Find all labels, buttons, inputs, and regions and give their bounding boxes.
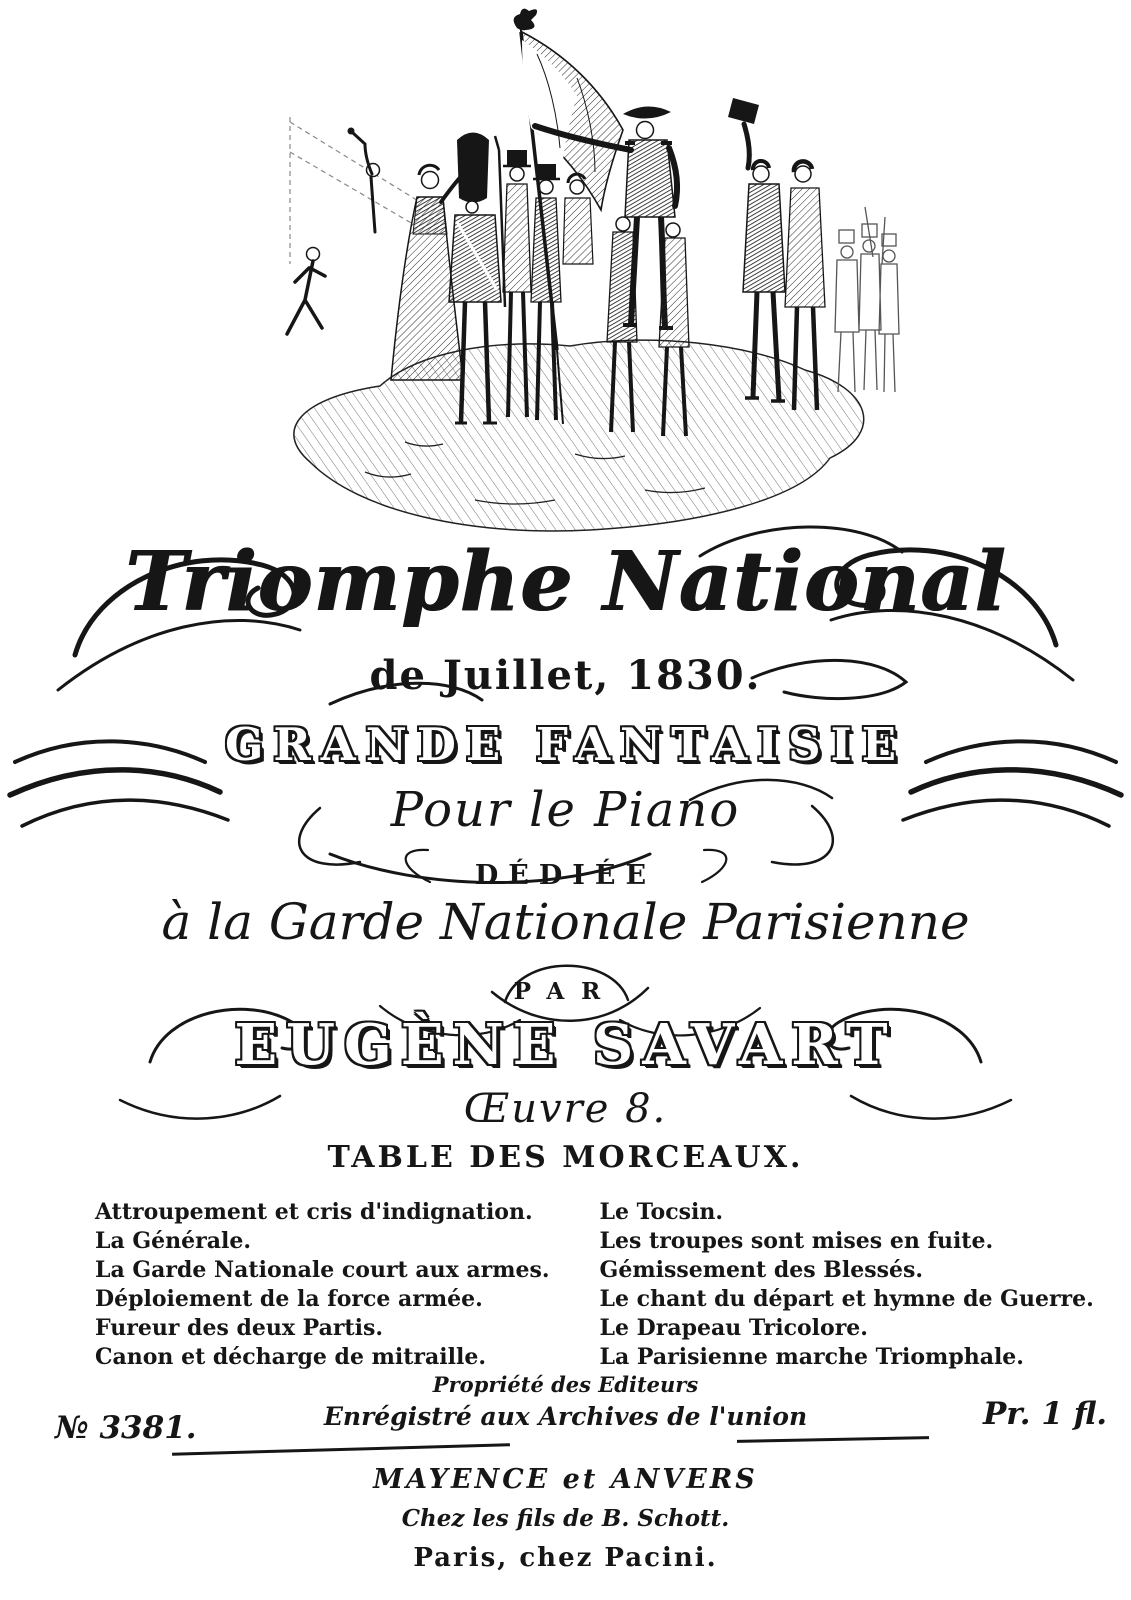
- left-rule: [172, 1443, 510, 1455]
- piece-item: Le chant du départ et hymne de Guerre.: [599, 1286, 1094, 1312]
- genre-line: GRANDE FANTAISIE: [224, 718, 907, 771]
- right-rule: [737, 1436, 929, 1443]
- crowd-engraving-illustration: [225, 2, 905, 537]
- property-notice: Propriété des Editeurs: [432, 1372, 699, 1397]
- piece-item: Les troupes sont mises en fuite.: [599, 1228, 994, 1254]
- piece-item: La Garde Nationale court aux armes.: [95, 1257, 550, 1283]
- registration-notice: Enrégistré aux Archives de l'union: [323, 1402, 808, 1431]
- page-subtitle: de Juillet, 1830.: [369, 652, 762, 699]
- piece-item: Le Tocsin.: [599, 1199, 723, 1225]
- piece-item: Attroupement et cris d'indignation.: [95, 1199, 533, 1225]
- table-of-pieces-heading: TABLE DES MORCEAUX.: [327, 1140, 804, 1175]
- publisher-name: Chez les fils de B. Schott.: [401, 1505, 730, 1532]
- table-of-pieces: [95, 1198, 1094, 1372]
- pieces-column-left: [95, 1198, 550, 1372]
- piece-item: Déploiement de la force armée.: [95, 1286, 483, 1312]
- plate-number: № 3381.: [55, 1410, 197, 1446]
- paris-agent: Paris, chez Pacini.: [413, 1543, 718, 1573]
- dedication-label: DÉDIÉE: [474, 860, 657, 891]
- price: Pr. 1 fl.: [983, 1396, 1108, 1432]
- piece-item: Fureur des deux Partis.: [95, 1315, 383, 1341]
- piece-item: La Générale.: [95, 1228, 252, 1254]
- page-title: Triomphe National: [124, 534, 1007, 630]
- piece-item: Gémissement des Blessés.: [599, 1257, 924, 1283]
- composer-name: EUGÈNE SAVART: [234, 1012, 897, 1078]
- pieces-column-right: [550, 1198, 1094, 1372]
- dedication-line: à la Garde Nationale Parisienne: [161, 893, 970, 951]
- by-label: PAR: [513, 978, 618, 1005]
- opus-line: Œuvre 8.: [463, 1086, 668, 1132]
- instrument-line: Pour le Piano: [390, 782, 741, 838]
- piece-item: Le Drapeau Tricolore.: [599, 1315, 868, 1341]
- piece-item: La Parisienne marche Triomphale.: [599, 1344, 1024, 1370]
- publisher-cities: MAYENCE et ANVERS: [373, 1464, 758, 1495]
- piece-item: Canon et décharge de mitraille.: [95, 1344, 486, 1370]
